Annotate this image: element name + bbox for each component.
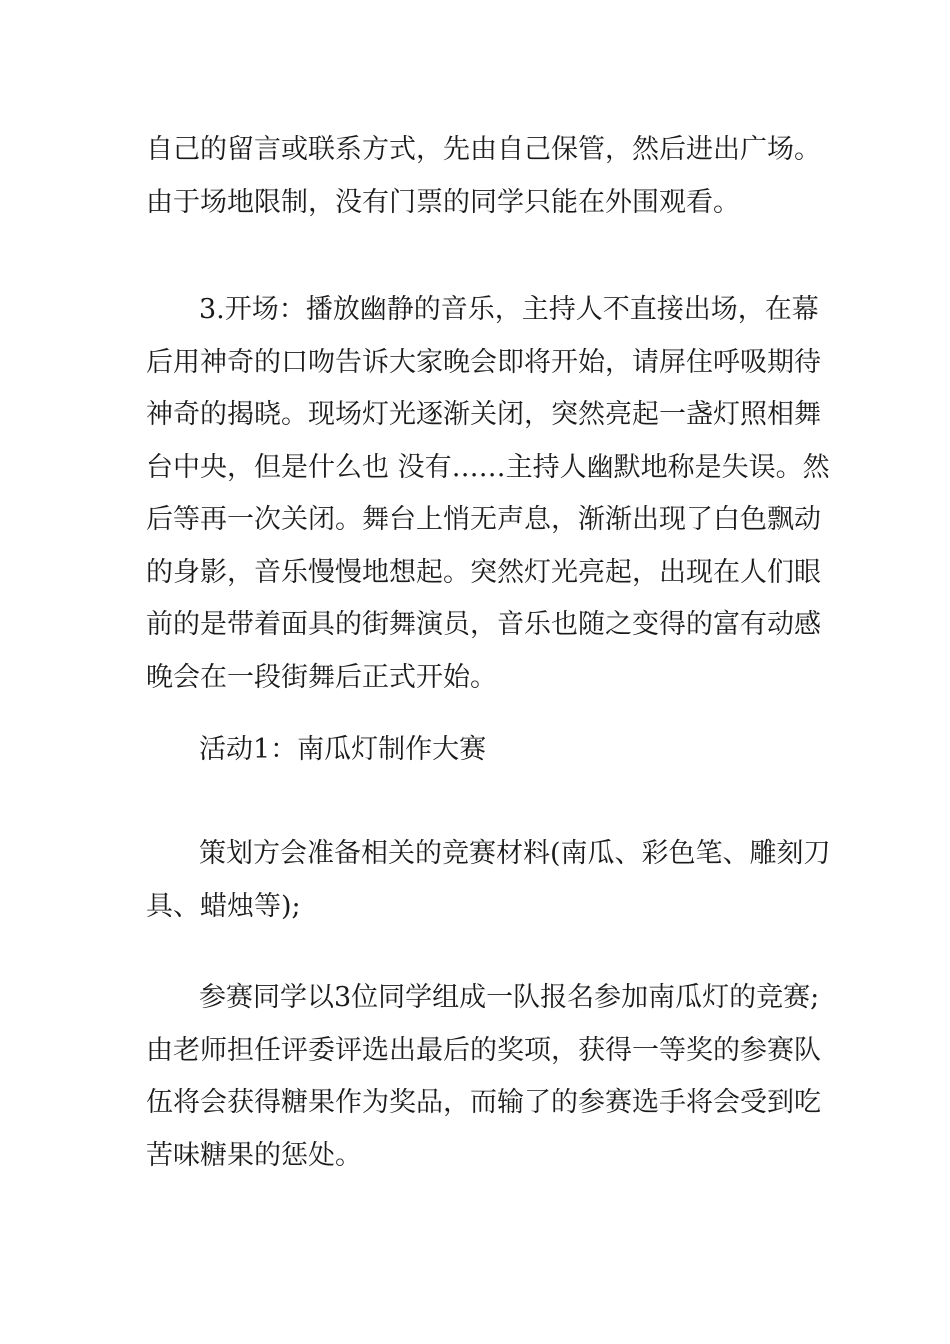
text-line: 晚会在一段街舞后正式开始。: [146, 661, 497, 693]
text-line: 后用神奇的口吻告诉大家晚会即将开始，请屏住呼吸期待: [146, 346, 821, 378]
text-line: 3.开场：播放幽静的音乐，主持人不直接出场，在幕: [199, 294, 819, 325]
paragraph-materials: [146, 828, 831, 933]
paragraph-opening: [146, 284, 830, 704]
text-line: 自己的留言或联系方式，先由自己保管，然后进出广场。: [146, 134, 821, 165]
text-line: 台中央，但是什么也 没有……主持人幽默地称是失误。然: [146, 451, 830, 483]
text-line: 前的是带着面具的街舞演员，音乐也随之变得的富有动感: [146, 609, 821, 640]
text-line: 参赛同学以3位同学组成一队报名参加南瓜灯的竞赛;: [199, 982, 820, 1013]
paragraph-entry-note: [146, 124, 821, 229]
text-line: 活动1：南瓜灯制作大赛: [199, 734, 487, 765]
text-line: 由于场地限制，没有门票的同学只能在外围观看。: [146, 186, 740, 218]
paragraph-competition-rules: [146, 972, 821, 1182]
text-line: 苦味糖果的惩处。: [146, 1139, 362, 1171]
text-line: 由老师担任评委评选出最后的奖项，获得一等奖的参赛队: [146, 1034, 821, 1066]
text-line: 神奇的揭晓。现场灯光逐渐关闭，突然亮起一盏灯照相舞: [146, 399, 821, 430]
text-line: 具、蜡烛等);: [146, 890, 301, 922]
text-line: 策划方会准备相关的竞赛材料(南瓜、彩色笔、雕刻刀: [199, 838, 831, 869]
text-line: 的身影，音乐慢慢地想起。突然灯光亮起，出现在人们眼: [146, 556, 821, 588]
text-line: 伍将会获得糖果作为奖品，而输了的参赛选手将会受到吃: [146, 1087, 821, 1118]
text-line: 后等再一次关闭。舞台上悄无声息，渐渐出现了白色飘动: [146, 504, 821, 535]
section-heading-activity-1: [146, 724, 811, 777]
